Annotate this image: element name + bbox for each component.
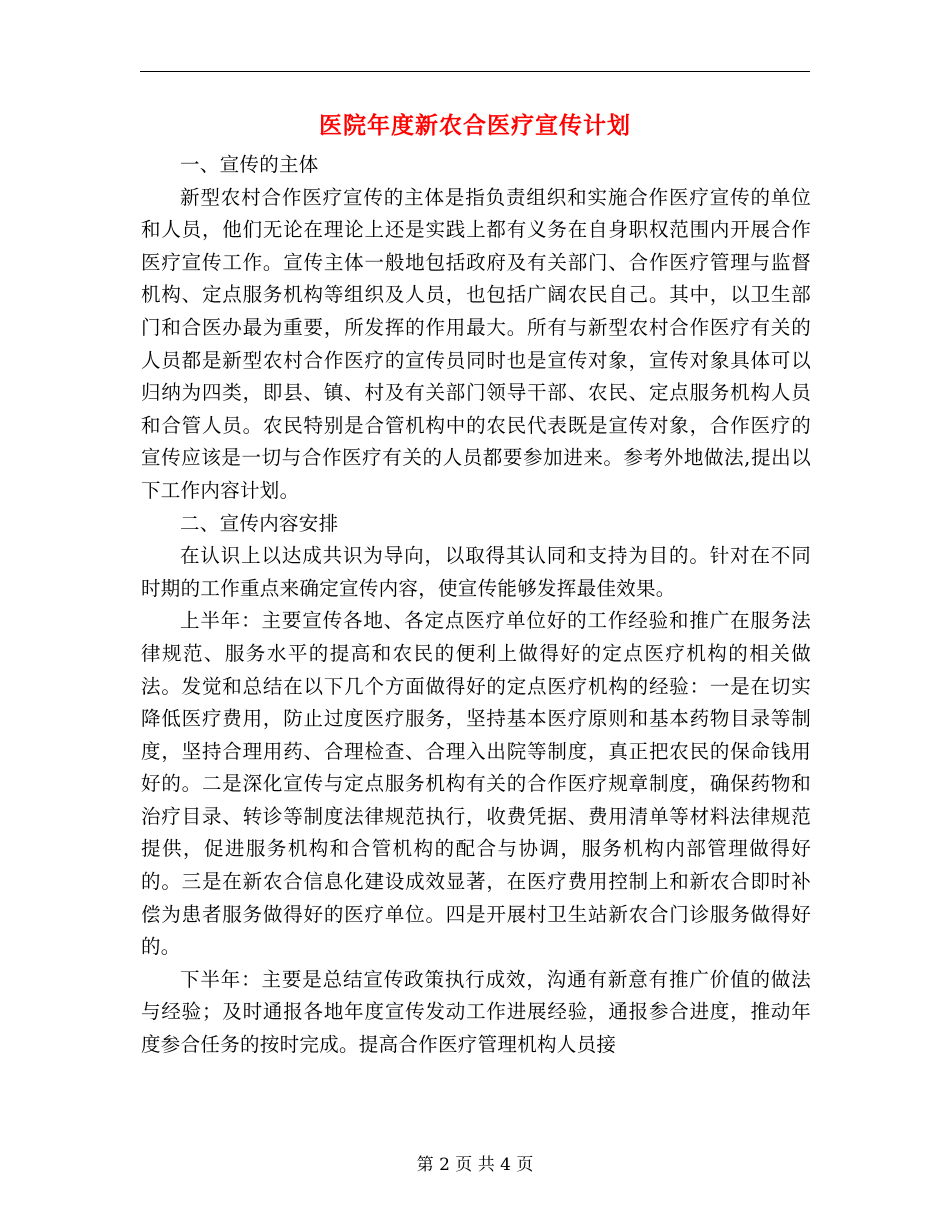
paragraph-first-half: 上半年：主要宣传各地、各定点医疗单位好的工作经验和推广在服务法律规范、服务水平的提高和农民的便利上做得好的定点医疗机构的相关做法。发觉和总结在以下几个方面做得好的定点医疗机构的经验：一是在切实降低医疗费用，防止过度医疗服务，坚持基本医疗原则和基本药物目录等制度，坚持合理用药、合理检查、合理入出院等制度，真正把农民的保命钱用好的。二是深化宣传与定点服务机构有关的合作医疗规章制度，确保药物和治疗目录、转诊等制度法律规范执行，收费凭据、费用清单等材料法律规范提供，促进服务机构和合管机构的配合与协调，服务机构内部管理做得好的。三是在新农合信息化建设成效显著，在医疗费用控制上和新农合即时补偿为患者服务做得好的医疗单位。四是开展村卫生站新农合门诊服务做得好的。: [141, 609, 811, 959]
section-heading-content: 二、宣传内容安排: [180, 511, 339, 535]
page-number-footer: 第 2 页 共 4 页: [416, 1155, 534, 1175]
document-title: 医院年度新农合医疗宣传计划: [319, 112, 631, 139]
paragraph-content-intro: 在认识上以达成共识为导向，以取得其认同和支持为目的。针对在不同时期的工作重点来确定宣传内容，使宣传能够发挥最佳效果。: [141, 544, 811, 600]
paragraph-subject: 新型农村合作医疗宣传的主体是指负责组织和实施合作医疗宣传的单位和人员，他们无论在理论上还是实践上都有义务在自身职权范围内开展合作医疗宣传工作。宣传主体一般地包括政府及有关部门、合作医疗管理与监督机构、定点服务机构等组织及人员，也包括广阔农民自己。其中，以卫生部门和合医办最为重要，所发挥的作用最大。所有与新型农村合作医疗有关的人员都是新型农村合作医疗的宣传员同时也是宣传对象，宣传对象具体可以归纳为四类，即县、镇、村及有关部门领导干部、农民、定点服务机构人员和合管人员。农民特别是合管机构中的农民代表既是宣传对象，合作医疗的宣传应该是一切与合作医疗有关的人员都要参加进来。参考外地做法,提出以下工作内容计划。: [141, 185, 811, 502]
document-body: [141, 149, 811, 1062]
section-heading-subject: 一、宣传的主体: [180, 153, 319, 176]
paragraph-second-half: 下半年：主要是总结宣传政策执行成效，沟通有新意有推广价值的做法与经验；及时通报各地年度宣传发动工作进展经验，通报参合进度，推动年度参合任务的按时完成。提高合作医疗管理机构人员接: [141, 967, 811, 1057]
header-rule: [140, 71, 810, 72]
